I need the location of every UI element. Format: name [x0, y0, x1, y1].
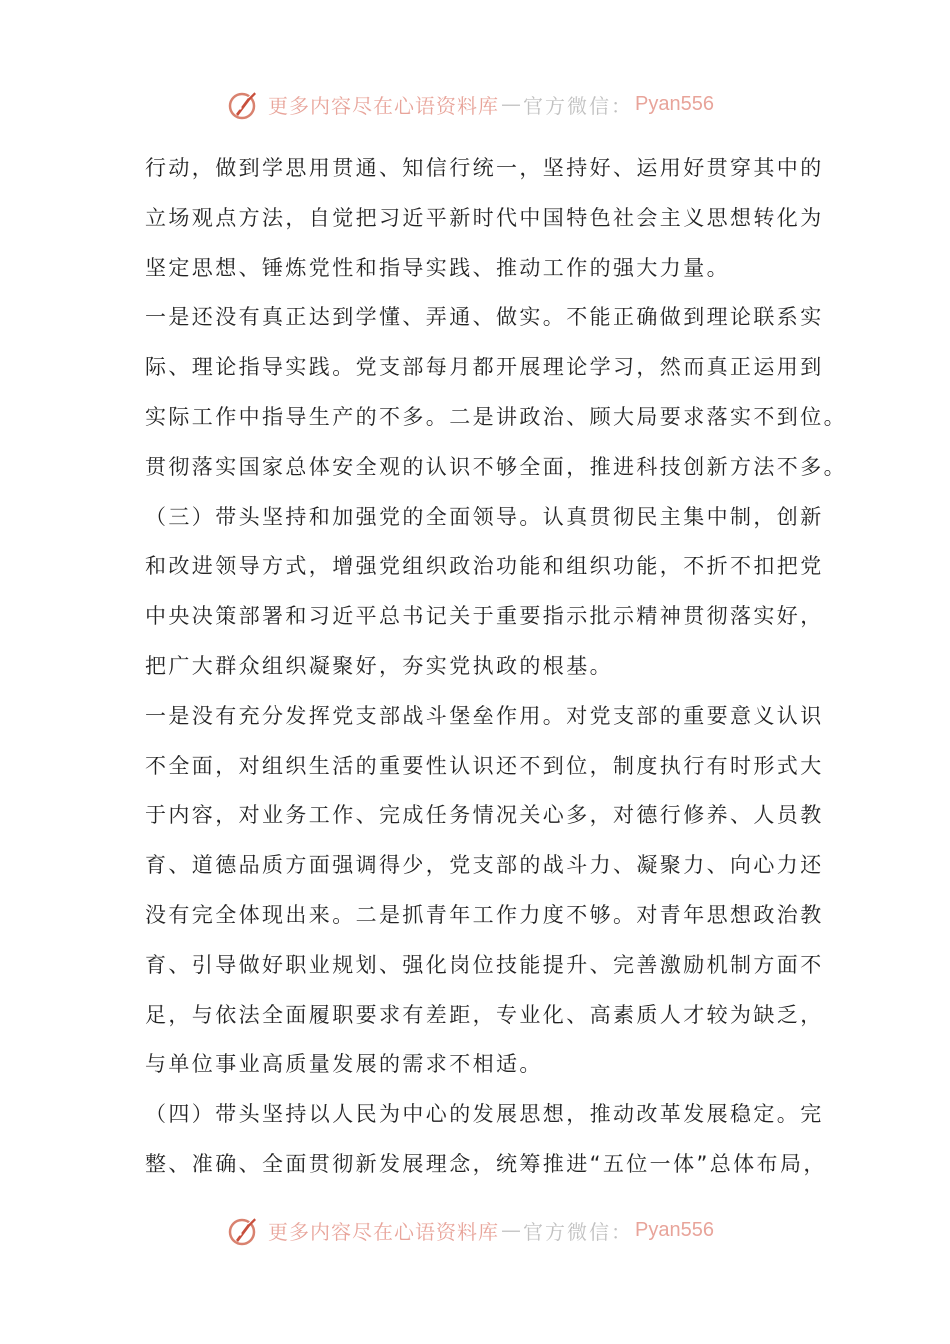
watermark-dash: — — [501, 1218, 521, 1242]
text-line: 实际工作中指导生产的不多。二是讲政治、顾大局要求落实不到位。 — [145, 404, 847, 429]
text-line: 立场观点方法，自觉把习近平新时代中国特色社会主义思想转化为 — [145, 205, 824, 230]
watermark-wechat-id: Pyan556 — [635, 1218, 714, 1241]
watermark-dash: — — [501, 92, 521, 116]
text-line: 一是没有充分发挥党支部战斗堡垒作用。对党支部的重要意义认识 — [145, 703, 824, 728]
text-line: 行动，做到学思用贯通、知信行统一，坚持好、运用好贯穿其中的 — [145, 156, 824, 180]
text-line: 育、道德品质方面强调得少，党支部的战斗力、凝聚力、向心力还 — [145, 853, 824, 878]
pen-nib-logo-icon — [226, 86, 262, 122]
text-line: 没有完全体现出来。二是抓青年工作力度不够。对青年思想政治教 — [145, 902, 824, 927]
watermark-label: 官方微信： — [523, 93, 633, 118]
text-line: 整、准确、全面贯彻新发展理念，统筹推进“五位一体”总体布局， — [145, 1151, 827, 1176]
header-watermark — [226, 84, 714, 124]
text-line: 坚定思想、锤炼党性和指导实践、推动工作的强大力量。 — [145, 255, 730, 280]
text-line: 贯彻落实国家总体安全观的认识不够全面，推进科技创新方法不多。 — [145, 454, 847, 479]
watermark-label: 官方微信： — [523, 1219, 633, 1244]
section-heading-line: （三）带头坚持和加强党的全面领导。认真贯彻民主集中制，创新 — [145, 504, 824, 529]
text-line: 中央决策部署和习近平总书记关于重要指示批示精神贯彻落实好， — [145, 604, 824, 629]
footer-watermark — [226, 1210, 714, 1250]
text-line: 一是还没有真正达到学懂、弄通、做实。不能正确做到理论联系实 — [145, 305, 824, 330]
text-line: 育、引导做好职业规划、强化岗位技能提升、完善激励机制方面不 — [145, 952, 824, 977]
text-line: 和改进领导方式，增强党组织政治功能和组织功能，不折不扣把党 — [145, 554, 824, 579]
text-line: 把广大群众组织凝聚好，夯实党执政的根基。 — [145, 653, 613, 678]
watermark-wechat-id: Pyan556 — [635, 92, 714, 115]
section-heading-line: （四）带头坚持以人民为中心的发展思想，推动改革发展稳定。完 — [145, 1102, 824, 1127]
pen-nib-logo-icon — [226, 1212, 262, 1248]
text-line: 于内容，对业务工作、完成任务情况关心多，对德行修养、人员教 — [145, 803, 824, 828]
text-line: 不全面，对组织生活的重要性认识还不到位，制度执行有时形式大 — [145, 753, 824, 778]
watermark-brand: 更多内容尽在心语资料库 — [268, 1219, 499, 1244]
document-body — [145, 144, 847, 1190]
text-line: 足，与依法全面履职要求有差距，专业化、高素质人才较为缺乏， — [145, 1002, 824, 1027]
text-line: 与单位事业高质量发展的需求不相适。 — [145, 1052, 543, 1077]
text-line: 际、理论指导实践。党支部每月都开展理论学习，然而真正运用到 — [145, 355, 824, 380]
watermark-brand: 更多内容尽在心语资料库 — [268, 93, 499, 118]
